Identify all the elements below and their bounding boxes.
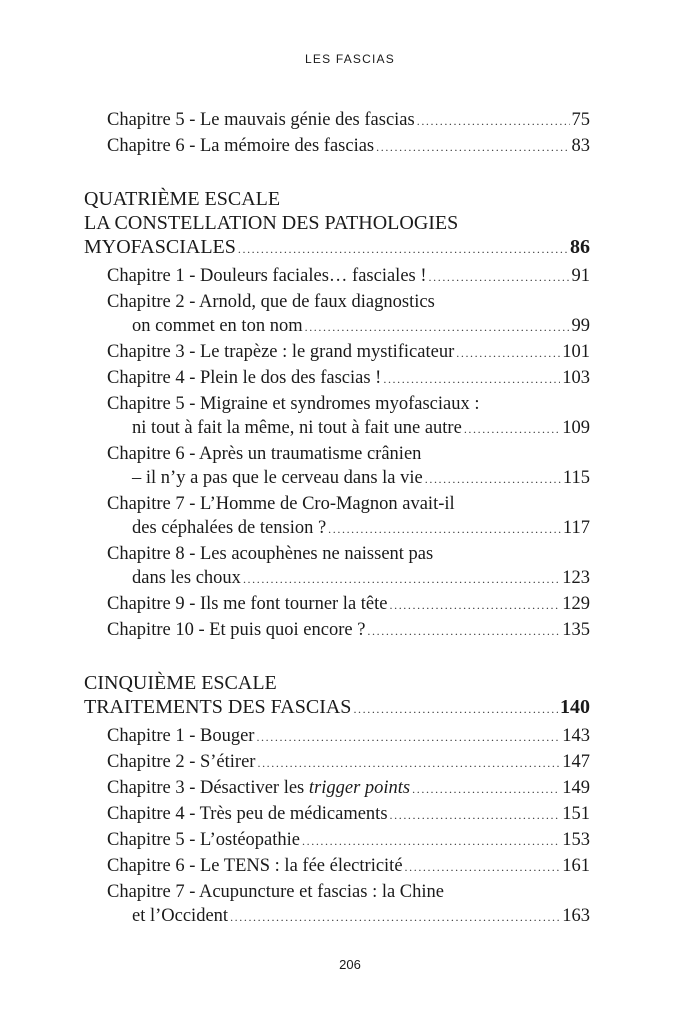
leader-dots [376,135,569,159]
page-number: 83 [571,136,590,156]
toc-entry [107,442,590,491]
page-number: 129 [562,594,590,614]
leader-dots [405,855,561,879]
page-number: 147 [562,752,590,772]
running-head: LES FASCIAS [305,52,395,66]
page-number: 103 [562,368,590,388]
page-number: 161 [562,856,590,876]
page-number: 86 [570,236,590,258]
chapter-title: Chapitre 3 - Le trapèze : le grand mystificateur [107,342,455,362]
leader-dots [383,367,560,391]
chapter-title-continued: et l’Occident [132,906,229,926]
chapter-title: Chapitre 9 - Ils me font tourner la tête [107,594,388,614]
toc-entry [107,134,590,159]
page-number: 117 [562,518,590,538]
part-title-line: CINQUIÈME ESCALE [84,672,277,694]
chapter-title-continued: des céphalées de tension ? [132,518,327,538]
toc-entry [107,392,590,441]
chapter-title: Chapitre 6 - Le TENS : la fée électricité [107,856,403,876]
page-number: 115 [562,468,590,488]
leader-dots [238,237,568,261]
leader-dots [412,777,560,801]
page-number: 109 [562,418,590,438]
toc-entry [107,366,590,391]
chapter-title: Chapitre 5 - L’ostéopathie [107,830,301,850]
page-folio: 206 [339,957,361,972]
chapter-title: Chapitre 7 - Acupuncture et fascias : la Chine [107,882,445,902]
leader-dots [429,265,570,289]
page-number: 149 [562,778,590,798]
toc-entry [107,776,590,801]
part-heading-5 [84,671,590,721]
chapter-title [107,776,410,800]
chapter-title: Chapitre 6 - La mémoire des fascias [107,136,375,156]
toc-entry [107,542,590,591]
leader-dots [425,467,561,491]
chapter-title: Chapitre 1 - Bouger [107,726,255,746]
part-title-line: TRAITEMENTS DES FASCIAS [84,696,352,718]
page-number: 151 [562,804,590,824]
chapter-title-prefix: Chapitre 3 - Désactiver les [107,778,309,798]
leader-dots [230,905,560,929]
part-title-line: MYOFASCIALES [84,236,236,258]
toc-entry [107,618,590,643]
leader-dots [257,751,560,775]
page-number: 75 [571,110,590,130]
leader-dots [464,417,560,441]
page-number: 140 [560,696,590,718]
leader-dots [243,567,560,591]
chapter-title-continued: – il n’y a pas que le cerveau dans la vie [132,468,423,488]
part-heading-4 [84,187,590,261]
leader-dots [353,697,558,721]
page-number: 163 [562,906,590,926]
toc-entry [107,750,590,775]
page-number: 123 [562,568,590,588]
page-number: 153 [562,830,590,850]
leader-dots [256,725,560,749]
table-of-contents [84,108,590,930]
chapter-title-italic: trigger points [308,778,411,798]
chapter-title: Chapitre 5 - Le mauvais génie des fascias [107,110,415,130]
chapter-title: Chapitre 5 - Migraine et syndromes myofasciaux : [107,394,480,414]
page-number: 99 [571,316,590,336]
page-number: 143 [562,726,590,746]
page-number: 101 [562,342,590,362]
chapter-title: Chapitre 4 - Plein le dos des fascias ! [107,368,382,388]
chapter-title-continued: dans les choux [132,568,241,588]
chapter-title-continued: ni tout à fait la même, ni tout à fait une autre [132,418,462,438]
toc-entry [107,592,590,617]
leader-dots [302,829,560,853]
chapter-title: Chapitre 1 - Douleurs faciales… fasciales ! [107,266,427,286]
chapter-title-continued: on commet en ton nom [132,316,303,336]
leader-dots [367,619,560,643]
toc-entry [107,108,590,133]
leader-dots [328,517,561,541]
chapter-title: Chapitre 6 - Après un traumatisme crânien [107,444,422,464]
toc-entry [107,340,590,365]
toc-entry [107,264,590,289]
chapter-title: Chapitre 7 - L’Homme de Cro-Magnon avait-il [107,494,455,514]
leader-dots [390,803,561,827]
toc-entry [107,880,590,929]
leader-dots [390,593,561,617]
page-number: 135 [562,620,590,640]
toc-entry [107,802,590,827]
leader-dots [417,109,570,133]
toc-entry [107,492,590,541]
toc-entry [107,854,590,879]
chapter-title: Chapitre 2 - Arnold, que de faux diagnostics [107,292,435,312]
toc-entry [107,724,590,749]
leader-dots [456,341,560,365]
part-title-line: QUATRIÈME ESCALE [84,188,281,210]
chapter-title: Chapitre 4 - Très peu de médicaments [107,804,388,824]
toc-entry [107,290,590,339]
chapter-title: Chapitre 8 - Les acouphènes ne naissent pas [107,544,434,564]
page-number: 91 [571,266,590,286]
leader-dots [305,315,570,339]
toc-entry [107,828,590,853]
chapter-title: Chapitre 2 - S’étirer [107,752,256,772]
part-title-line: LA CONSTELLATION DES PATHOLOGIES [84,212,459,234]
chapter-title: Chapitre 10 - Et puis quoi encore ? [107,620,366,640]
